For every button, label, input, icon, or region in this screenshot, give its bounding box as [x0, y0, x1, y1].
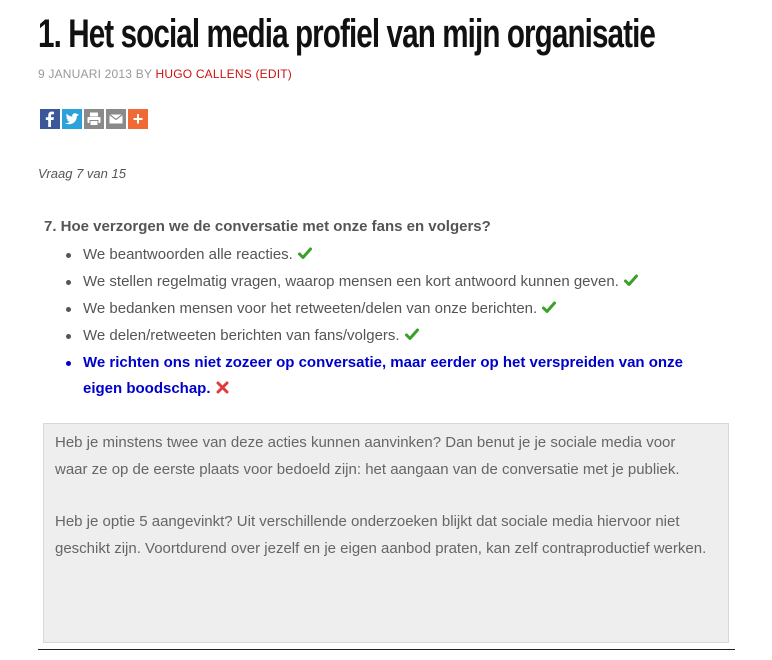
- answer-item-selected[interactable]: We richten ons niet zozeer op conversatie, maar eerder op het verspreiden van onze eigen boodschap.: [66, 350, 726, 403]
- check-icon: [542, 297, 556, 323]
- author-link[interactable]: HUGO CALLENS (EDIT): [155, 67, 292, 81]
- twitter-share-button[interactable]: [62, 109, 82, 129]
- divider: [38, 649, 735, 650]
- question-text: 7. Hoe verzorgen we de conversatie met onze fans en volgers?: [44, 218, 491, 235]
- post-meta: [38, 67, 292, 81]
- check-icon: [405, 324, 419, 350]
- post-by: BY: [135, 67, 152, 81]
- facebook-share-button[interactable]: [40, 109, 60, 129]
- answer-list: [66, 242, 726, 403]
- edit-link[interactable]: (EDIT): [255, 67, 292, 81]
- answer-item[interactable]: We bedanken mensen voor het retweeten/delen van onze berichten.: [66, 296, 726, 323]
- post-date: 9 JANUARI 2013: [38, 67, 133, 81]
- facebook-icon: [40, 109, 60, 129]
- cross-icon: [216, 377, 229, 403]
- check-icon: [624, 270, 638, 296]
- more-share-button[interactable]: [128, 109, 148, 129]
- plus-icon: +: [132, 109, 144, 129]
- print-button[interactable]: [84, 109, 104, 129]
- print-icon: [84, 109, 104, 129]
- check-icon: [298, 243, 312, 269]
- answer-item[interactable]: We beantwoorden alle reacties.: [66, 242, 726, 269]
- feedback-box: [43, 423, 729, 643]
- share-bar: [40, 109, 148, 129]
- post-title: 1. Het social media profiel van mijn organisatie: [38, 12, 656, 56]
- mail-icon: [106, 109, 126, 129]
- twitter-icon: [62, 109, 82, 129]
- answer-item[interactable]: We delen/retweeten berichten van fans/volgers.: [66, 323, 726, 350]
- email-share-button[interactable]: [106, 109, 126, 129]
- question-progress: Vraag 7 van 15: [38, 166, 126, 181]
- feedback-paragraph: Heb je minstens twee van deze acties kunnen aanvinken? Dan benut je je sociale media voor waar ze op de eerste plaats voor bedoeld zijn: het aangaan van de conversatie met je publiek.: [55, 434, 680, 478]
- answer-item[interactable]: We stellen regelmatig vragen, waarop mensen een kort antwoord kunnen geven.: [66, 269, 726, 296]
- feedback-paragraph: Heb je optie 5 aangevinkt? Uit verschillende onderzoeken blijkt dat sociale media hiervoor niet geschikt zijn. Voortdurend over jezelf en je eigen aanbod praten, kan zelf contraproductief werken.: [55, 513, 707, 557]
